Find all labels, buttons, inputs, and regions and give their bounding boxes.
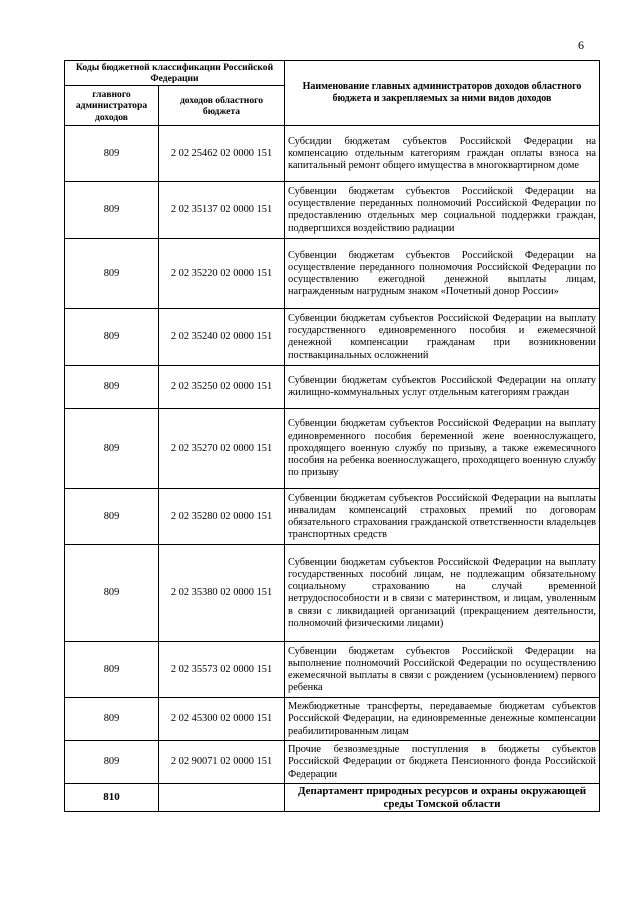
income-code-cell: 2 02 35380 02 0000 151	[159, 545, 285, 642]
header-codes-group: Коды бюджетной классификации Российской Федерации	[65, 61, 285, 86]
table-row	[65, 698, 600, 741]
department-name: Департамент природных ресурсов и охраны окружающей среды Томской области	[285, 784, 600, 812]
table-body	[65, 126, 600, 812]
budget-classification-table	[64, 60, 600, 812]
income-code-cell: 2 02 35220 02 0000 151	[159, 239, 285, 309]
table-row-department	[65, 784, 600, 812]
income-code-cell: 2 02 90071 02 0000 151	[159, 741, 285, 784]
table-row	[65, 309, 600, 366]
admin-code-cell: 809	[65, 489, 159, 545]
income-code-cell: 2 02 35240 02 0000 151	[159, 309, 285, 366]
admin-code-cell: 809	[65, 741, 159, 784]
description-cell: Субвенции бюджетам субъектов Российской Федерации на выплату единовременного пособия беременной жене военнослужащего, проходящего военную службу по призыву, а также ежемесячного пособия на ребенка военнослужащего, проходящего военную службу по призыву	[285, 409, 600, 489]
admin-code-cell: 809	[65, 409, 159, 489]
admin-code-cell: 809	[65, 309, 159, 366]
income-code-cell: 2 02 35270 02 0000 151	[159, 409, 285, 489]
description-cell: Субвенции бюджетам субъектов Российской Федерации на выплату государственных пособий лицам, не подлежащим обязательному социальному страхованию на случай временной нетрудоспособности и в связи с материнством, и лицам, уволенным в связи с ликвидацией организаций (прекращением деятельности, полномочий физическими лицами)	[285, 545, 600, 642]
department-admin-code: 810	[65, 784, 159, 812]
header-income-column: доходов областного бюджета	[159, 86, 285, 126]
admin-code-cell: 809	[65, 642, 159, 698]
description-cell: Межбюджетные трансферты, передаваемые бюджетам субъектов Российской Федерации, на единовременные денежные компенсации реабилитированным лицам	[285, 698, 600, 741]
table-row	[65, 366, 600, 409]
description-cell: Субвенции бюджетам субъектов Российской Федерации на оплату жилищно-коммунальных услуг отдельным категориям граждан	[285, 366, 600, 409]
table-row	[65, 409, 600, 489]
table-row	[65, 182, 600, 239]
admin-code-cell: 809	[65, 239, 159, 309]
header-admin-column: главного администратора доходов	[65, 86, 159, 126]
table-row	[65, 545, 600, 642]
description-cell: Прочие безвозмездные поступления в бюджеты субъектов Российской Федерации от бюджета Пенсионного фонда Российской Федерации	[285, 741, 600, 784]
department-income-code	[159, 784, 285, 812]
description-cell: Субвенции бюджетам субъектов Российской Федерации на выплату государственного единовременного пособия и ежемесячной денежной компенсации гражданам при возникновении поствакцинальных осложнений	[285, 309, 600, 366]
admin-code-cell: 809	[65, 366, 159, 409]
admin-code-cell: 809	[65, 126, 159, 182]
table-row	[65, 741, 600, 784]
table-row	[65, 126, 600, 182]
description-cell: Субвенции бюджетам субъектов Российской Федерации на осуществление переданных полномочий Российской Федерации по предоставлению отдельных мер социальной поддержки граждан, подвергшихся воздействию радиации	[285, 182, 600, 239]
table-row	[65, 489, 600, 545]
table-row	[65, 642, 600, 698]
header-name-column: Наименование главных администраторов доходов областного бюджета и закрепляемых за ними видов доходов	[285, 61, 600, 126]
income-code-cell: 2 02 35280 02 0000 151	[159, 489, 285, 545]
admin-code-cell: 809	[65, 182, 159, 239]
income-code-cell: 2 02 35137 02 0000 151	[159, 182, 285, 239]
income-code-cell: 2 02 35573 02 0000 151	[159, 642, 285, 698]
income-code-cell: 2 02 25462 02 0000 151	[159, 126, 285, 182]
description-cell: Субвенции бюджетам субъектов Российской Федерации на выплаты инвалидам компенсаций страховых премий по договорам обязательного страхования гражданской ответственности владельцев транспортных средств	[285, 489, 600, 545]
description-cell: Субвенции бюджетам субъектов Российской Федерации на осуществление переданного полномочия Российской Федерации по осуществлению ежегодной денежной выплаты лицам, награжденным нагрудным знаком «Почетный донор России»	[285, 239, 600, 309]
income-code-cell: 2 02 35250 02 0000 151	[159, 366, 285, 409]
page-number: 6	[578, 38, 584, 52]
income-code-cell: 2 02 45300 02 0000 151	[159, 698, 285, 741]
table-row	[65, 239, 600, 309]
admin-code-cell: 809	[65, 698, 159, 741]
description-cell: Субсидии бюджетам субъектов Российской Федерации на компенсацию отдельным категориям граждан оплаты взноса на капитальный ремонт общего имущества в многоквартирном доме	[285, 126, 600, 182]
description-cell: Субвенции бюджетам субъектов Российской Федерации на выполнение полномочий Российской Федерации по осуществлению ежемесячной выплаты в связи с рождением (усыновлением) первого ребенка	[285, 642, 600, 698]
admin-code-cell: 809	[65, 545, 159, 642]
